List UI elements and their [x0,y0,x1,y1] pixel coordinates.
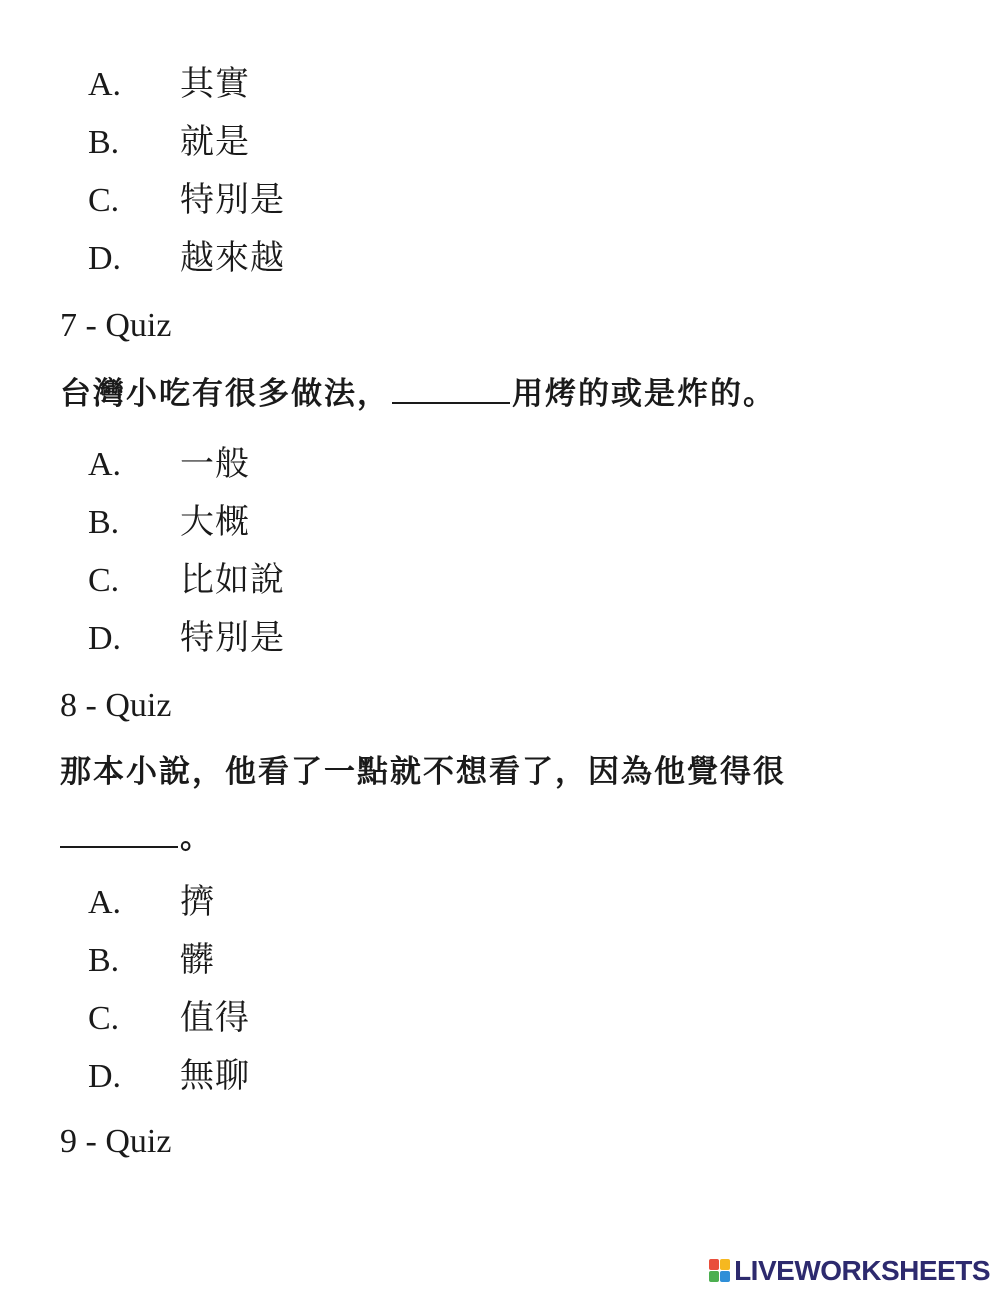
option-letter: C. [88,182,120,219]
quiz-7-option-c[interactable] [88,560,285,600]
option-text: 髒 [180,940,215,980]
option-d[interactable] [88,238,285,278]
quiz-8-question-line1: 那本小說，他看了一點就不想看了，因為他覺得很 [60,754,786,790]
option-letter: B. [88,124,120,161]
quiz-7-question [60,372,776,416]
quiz-7-option-b[interactable] [88,502,250,542]
option-text: 特別是 [180,618,285,658]
option-letter: B. [88,942,120,979]
liveworksheets-logo[interactable] [709,1254,990,1288]
quiz-8-option-d[interactable] [88,1056,250,1096]
option-text: 特別是 [180,180,285,220]
answer-blank[interactable] [60,816,178,848]
option-letter: D. [88,1058,122,1095]
option-text: 越來越 [180,238,285,278]
quiz-8-question-line2 [60,816,213,860]
option-letter: A. [88,884,122,921]
question-text-after: 。 [180,820,213,856]
option-text: 無聊 [180,1056,250,1096]
option-letter: C. [88,1000,120,1037]
option-letter: B. [88,504,120,541]
logo-blocks-icon [709,1259,731,1283]
option-text: 擠 [180,882,215,922]
quiz-7-option-d[interactable] [88,618,285,658]
option-text: 就是 [180,122,250,162]
option-text: 其實 [180,64,250,104]
option-text: 大概 [180,502,250,542]
quiz-7-heading: 7 - Quiz [60,307,172,344]
option-letter: A. [88,66,122,103]
option-text: 一般 [180,444,250,484]
quiz-9-heading: 9 - Quiz [60,1123,172,1160]
question-text-after: 用烤的或是炸的。 [512,376,776,412]
option-a[interactable] [88,64,250,104]
quiz-8-heading: 8 - Quiz [60,687,172,724]
option-letter: A. [88,446,122,483]
quiz-8-option-b[interactable] [88,940,215,980]
option-text: 值得 [180,998,250,1038]
quiz-8-option-c[interactable] [88,998,250,1038]
option-text: 比如說 [180,560,285,600]
option-letter: C. [88,562,120,599]
quiz-7-option-a[interactable] [88,444,250,484]
option-letter: D. [88,240,122,277]
option-letter: D. [88,620,122,657]
option-b[interactable] [88,122,250,162]
option-c[interactable] [88,180,285,220]
logo-text: LIVEWORKSHEETS [734,1255,990,1286]
question-text-before: 台灣小吃有很多做法， [60,376,390,412]
quiz-8-option-a[interactable] [88,882,215,922]
answer-blank[interactable] [392,372,510,404]
